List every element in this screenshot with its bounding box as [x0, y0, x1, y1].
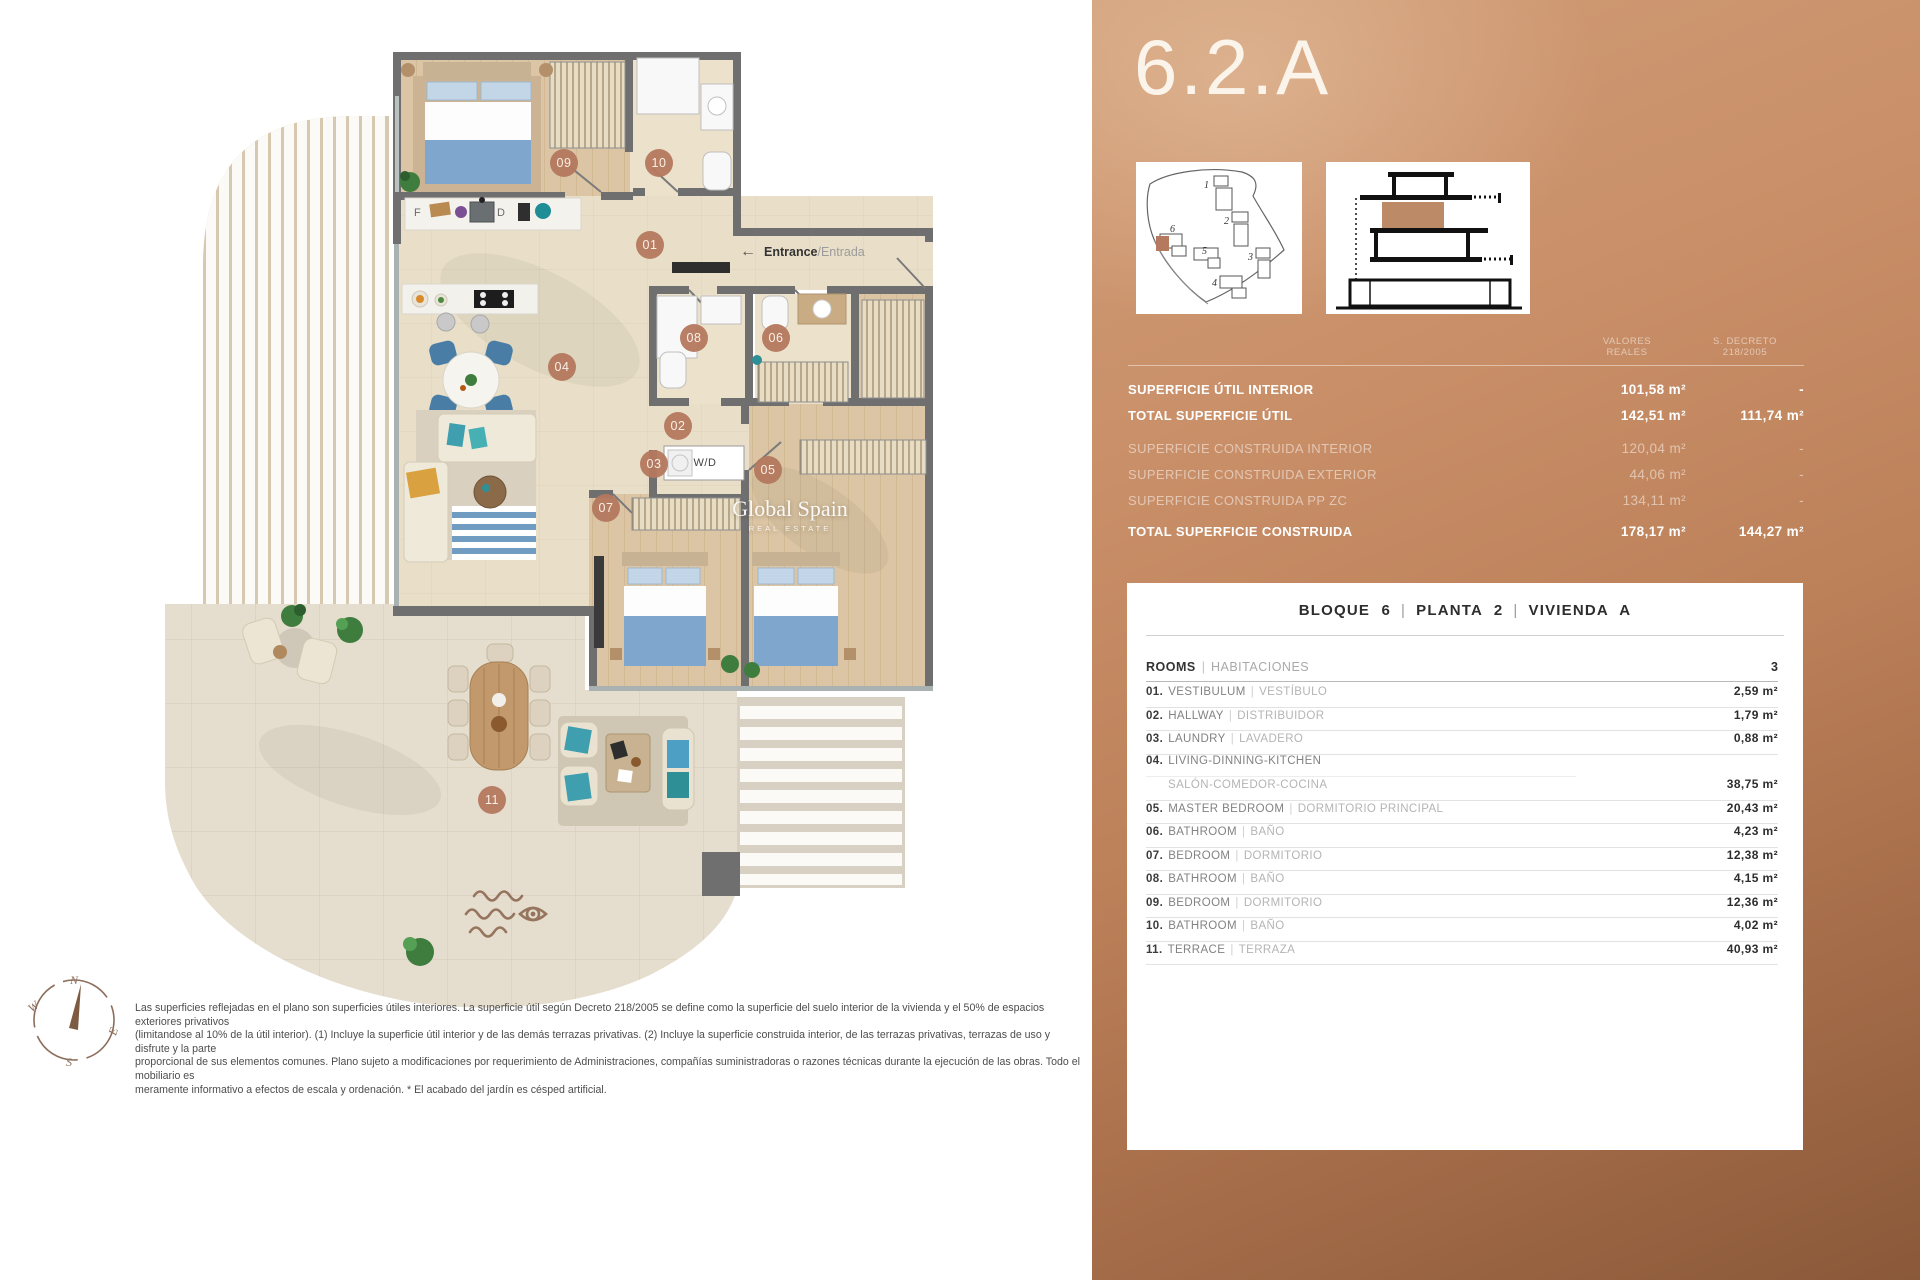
room-badge-05: 05 — [754, 456, 782, 484]
entrance-label: ← Entrance /Entrada — [740, 243, 865, 260]
svg-text:2: 2 — [1224, 216, 1229, 227]
svg-text:4: 4 — [1212, 278, 1217, 289]
sea-view-icon — [462, 884, 554, 946]
col-header-valores: VALORES REALES — [1602, 336, 1652, 358]
room-badge-03: 03 — [640, 450, 668, 478]
room-badge-11: 11 — [478, 786, 506, 814]
svg-text:W: W — [24, 998, 42, 1016]
room-badge-01: 01 — [636, 231, 664, 259]
room-badge-08: 08 — [680, 324, 708, 352]
room-badge-04: 04 — [548, 353, 576, 381]
surface-row: SUPERFICIE ÚTIL INTERIOR 101,58 m² - — [1128, 382, 1804, 397]
room-badge-07: 07 — [592, 494, 620, 522]
surface-row: TOTAL SUPERFICIE CONSTRUIDA 178,17 m² 144,27 m² — [1128, 524, 1804, 539]
terrace-awning — [203, 110, 389, 610]
table-row: 01. VESTIBULUM | VESTÍBULO 2,59 m² — [1146, 684, 1778, 708]
svg-text:3: 3 — [1248, 252, 1253, 263]
table-row: SALÓN-COMEDOR-COCINA 38,75 m² — [1146, 777, 1778, 801]
entrance-arrow-icon: ← — [740, 243, 756, 260]
table-row: 04. LIVING-DINNING-KITCHEN — [1146, 755, 1778, 778]
room-badge-06: 06 — [762, 324, 790, 352]
table-row: 05. MASTER BEDROOM | DORMITORIO PRINCIPAL 20,43 m² — [1146, 801, 1778, 825]
room-badge-09: 09 — [550, 149, 578, 177]
terrace-lounge-set — [558, 716, 694, 826]
surface-row: SUPERFICIE CONSTRUIDA EXTERIOR 44,06 m² - — [1128, 467, 1804, 482]
surface-row: SUPERFICIE CONSTRUIDA INTERIOR 120,04 m² - — [1128, 441, 1804, 456]
pergola — [737, 697, 905, 888]
kitchen-dishwasher-label: D — [497, 207, 505, 219]
table-row: 11. TERRACE | TERRAZA 40,93 m² — [1146, 942, 1778, 966]
section-thumbnail — [1326, 162, 1530, 314]
table-row: 02. HALLWAY | DISTRIBUIDOR 1,79 m² — [1146, 708, 1778, 732]
surface-row: SUPERFICIE CONSTRUIDA PP ZC 134,11 m² - — [1128, 493, 1804, 508]
svg-text:6: 6 — [1170, 224, 1175, 235]
rooms-count: 3 — [1771, 660, 1778, 674]
brand-watermark: Global Spain REAL ESTATE — [732, 496, 848, 533]
surface-row: TOTAL SUPERFICIE ÚTIL 142,51 m² 111,74 m² — [1128, 408, 1804, 423]
room-badge-10: 10 — [645, 149, 673, 177]
svg-text:N: N — [70, 973, 79, 987]
disclaimer-text: Las superficies reflejadas en el plano son superficies útiles interiores. La superficie útil según Decreto 218/2005 se define como la superficie del suelo interior de la vivienda y el 50% de espacios exteriores privativos (limitandose al 10% de la útil interior). (1) Incluye la superficie útil interior y de las demás terrazas privativas. (2) Incluye la superficie construida interior, de las terrazas privativas, terrazas de uso y disfrute y la parte proporcional de sus elementos comunes. Plano sujeto a modificaciones por requerimiento de Administraciones, compañías suministradoras o razones técnicas durante la ejecución de las obras. Todo el mobiliario es meramente informativo a efectos de escala y ordenación. * El acabado del jardín es césped artificial. — [135, 1002, 1080, 1096]
table-row: 09. BEDROOM | DORMITORIO 12,36 m² — [1146, 895, 1778, 919]
table-row: 07. BEDROOM | DORMITORIO 12,38 m² — [1146, 848, 1778, 872]
svg-text:1: 1 — [1204, 180, 1209, 191]
compass-icon — [24, 968, 124, 1072]
info-panel — [1092, 0, 1920, 1280]
table-row: 08. BATHROOM | BAÑO 4,15 m² — [1146, 871, 1778, 895]
svg-text:5: 5 — [1202, 246, 1207, 257]
rooms-count-row: ROOMS | HABITACIONES 3 — [1146, 660, 1778, 682]
col-header-decreto: S. DECRETO 218/2005 — [1713, 336, 1777, 358]
table-row: 10. BATHROOM | BAÑO 4,02 m² — [1146, 918, 1778, 942]
washer-dryer-label: W/D — [693, 457, 717, 469]
bed-09 — [400, 62, 553, 192]
svg-text:E: E — [105, 1025, 121, 1038]
room-badge-02: 02 — [664, 412, 692, 440]
surface-values — [1128, 336, 1804, 539]
sofa-corner — [404, 410, 536, 562]
table-row: 06. BATHROOM | BAÑO 4,23 m² — [1146, 824, 1778, 848]
block-header: BLOQUE 6 | PLANTA 2 | VIVIENDA A — [1298, 602, 1632, 619]
rooms-card — [1127, 583, 1803, 1150]
unit-title: 6.2.A — [1134, 23, 1332, 111]
table-row: 03. LAUNDRY | LAVADERO 0,88 m² — [1146, 731, 1778, 755]
kitchen-fridge-label: F — [414, 207, 421, 219]
svg-text:S: S — [66, 1055, 72, 1069]
site-plan-thumbnail — [1136, 162, 1302, 314]
